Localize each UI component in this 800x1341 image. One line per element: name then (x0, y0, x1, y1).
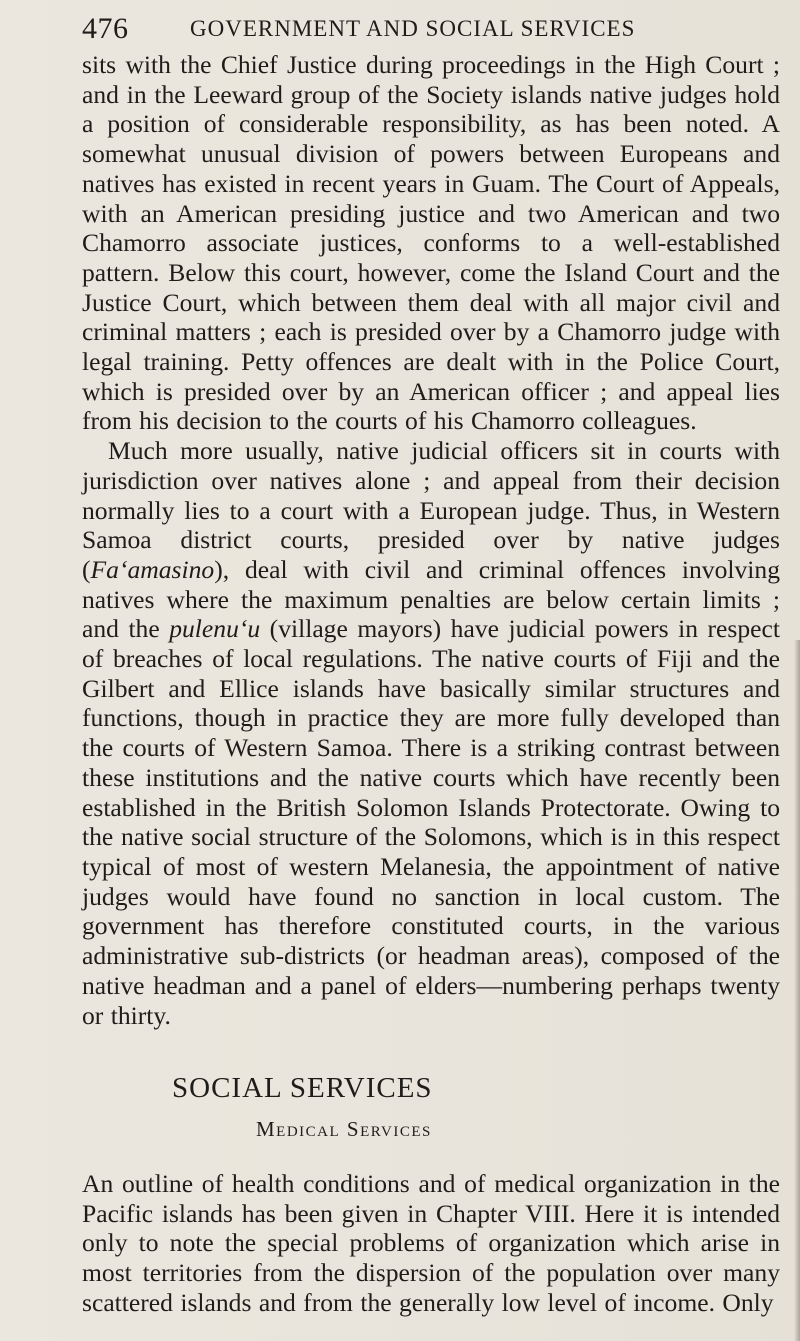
subsection-title: Medical Services (256, 1117, 432, 1141)
paragraph-courts-guam: sits with the Chief Justice during proceedings in the High Court ; and in the Leeward group of the Society islands native judges hold a position of considerable responsibility, as has been noted. A somewhat unusual division of powers between Europeans and natives has existed in recent years in Guam. The Court of Appeals, with an American presiding justice and two American and two Chamorro associate justices, conforms to a well-established pattern. Below this court, however, come the Island Court and the Justice Court, which between them deal with all major civil and criminal matters ; each is presided over by a Chamorro judge with legal training. Petty offences are dealt with in the Police Court, which is presided over by an American officer ; and appeal lies from his decision to the courts of his Chamorro colleagues. (82, 50, 780, 436)
page-edge-shadow (794, 640, 800, 1341)
paragraph-native-courts (82, 436, 780, 1030)
page-header (82, 12, 762, 52)
italic-term: Fa‘amasino (90, 554, 215, 584)
body-text (82, 50, 780, 1030)
section-title: SOCIAL SERVICES (172, 1072, 433, 1104)
italic-term: pulenu‘u (169, 614, 261, 644)
page-number: 476 (82, 12, 129, 45)
running-head: GOVERNMENT AND SOCIAL SERVICES (190, 16, 636, 41)
paragraph-medical: An outline of health conditions and of medical organization in the Pacific islands has been given in Chapter VIII. Here it is intended only to note the special problems of organization which arise in most territories from the dispersion of the population over many scattered islands and from the generally low level of income. Only (82, 1169, 780, 1317)
paragraph-text: (village mayors) have judicial powers in respect of breaches of local regulations. The native courts of Fiji and the Gilbert and Ellice islands have basically similar structures and functions, though in practice they are more fully developed than the courts of Western Samoa. There is a striking contrast between these institutions and the native courts which have recently been established in the British Solomon Islands Protectorate. Owing to the native social structure of the Solomons, which is in this respect typical of most of western Melanesia, the appointment of native judges would have found no sanction in local custom. The government has therefore constituted courts, in the various administrative sub-districts (or headman areas), composed of the native headman and a panel of elders—numbering perhaps twenty or thirty. (82, 614, 780, 1030)
paragraph-text: Much more usually, native judicial officers sit in courts with jurisdiction over natives alone ; and appeal from their decision normally lies to a court with a European judge. Thus, in Western Samoa district courts, presided over by native judges ( (82, 436, 780, 584)
paragraph-text: ), deal with civil and criminal offences involving natives where the maximum penalties are below certain limits ; and the (82, 554, 780, 644)
body-text-medical (82, 1169, 780, 1318)
